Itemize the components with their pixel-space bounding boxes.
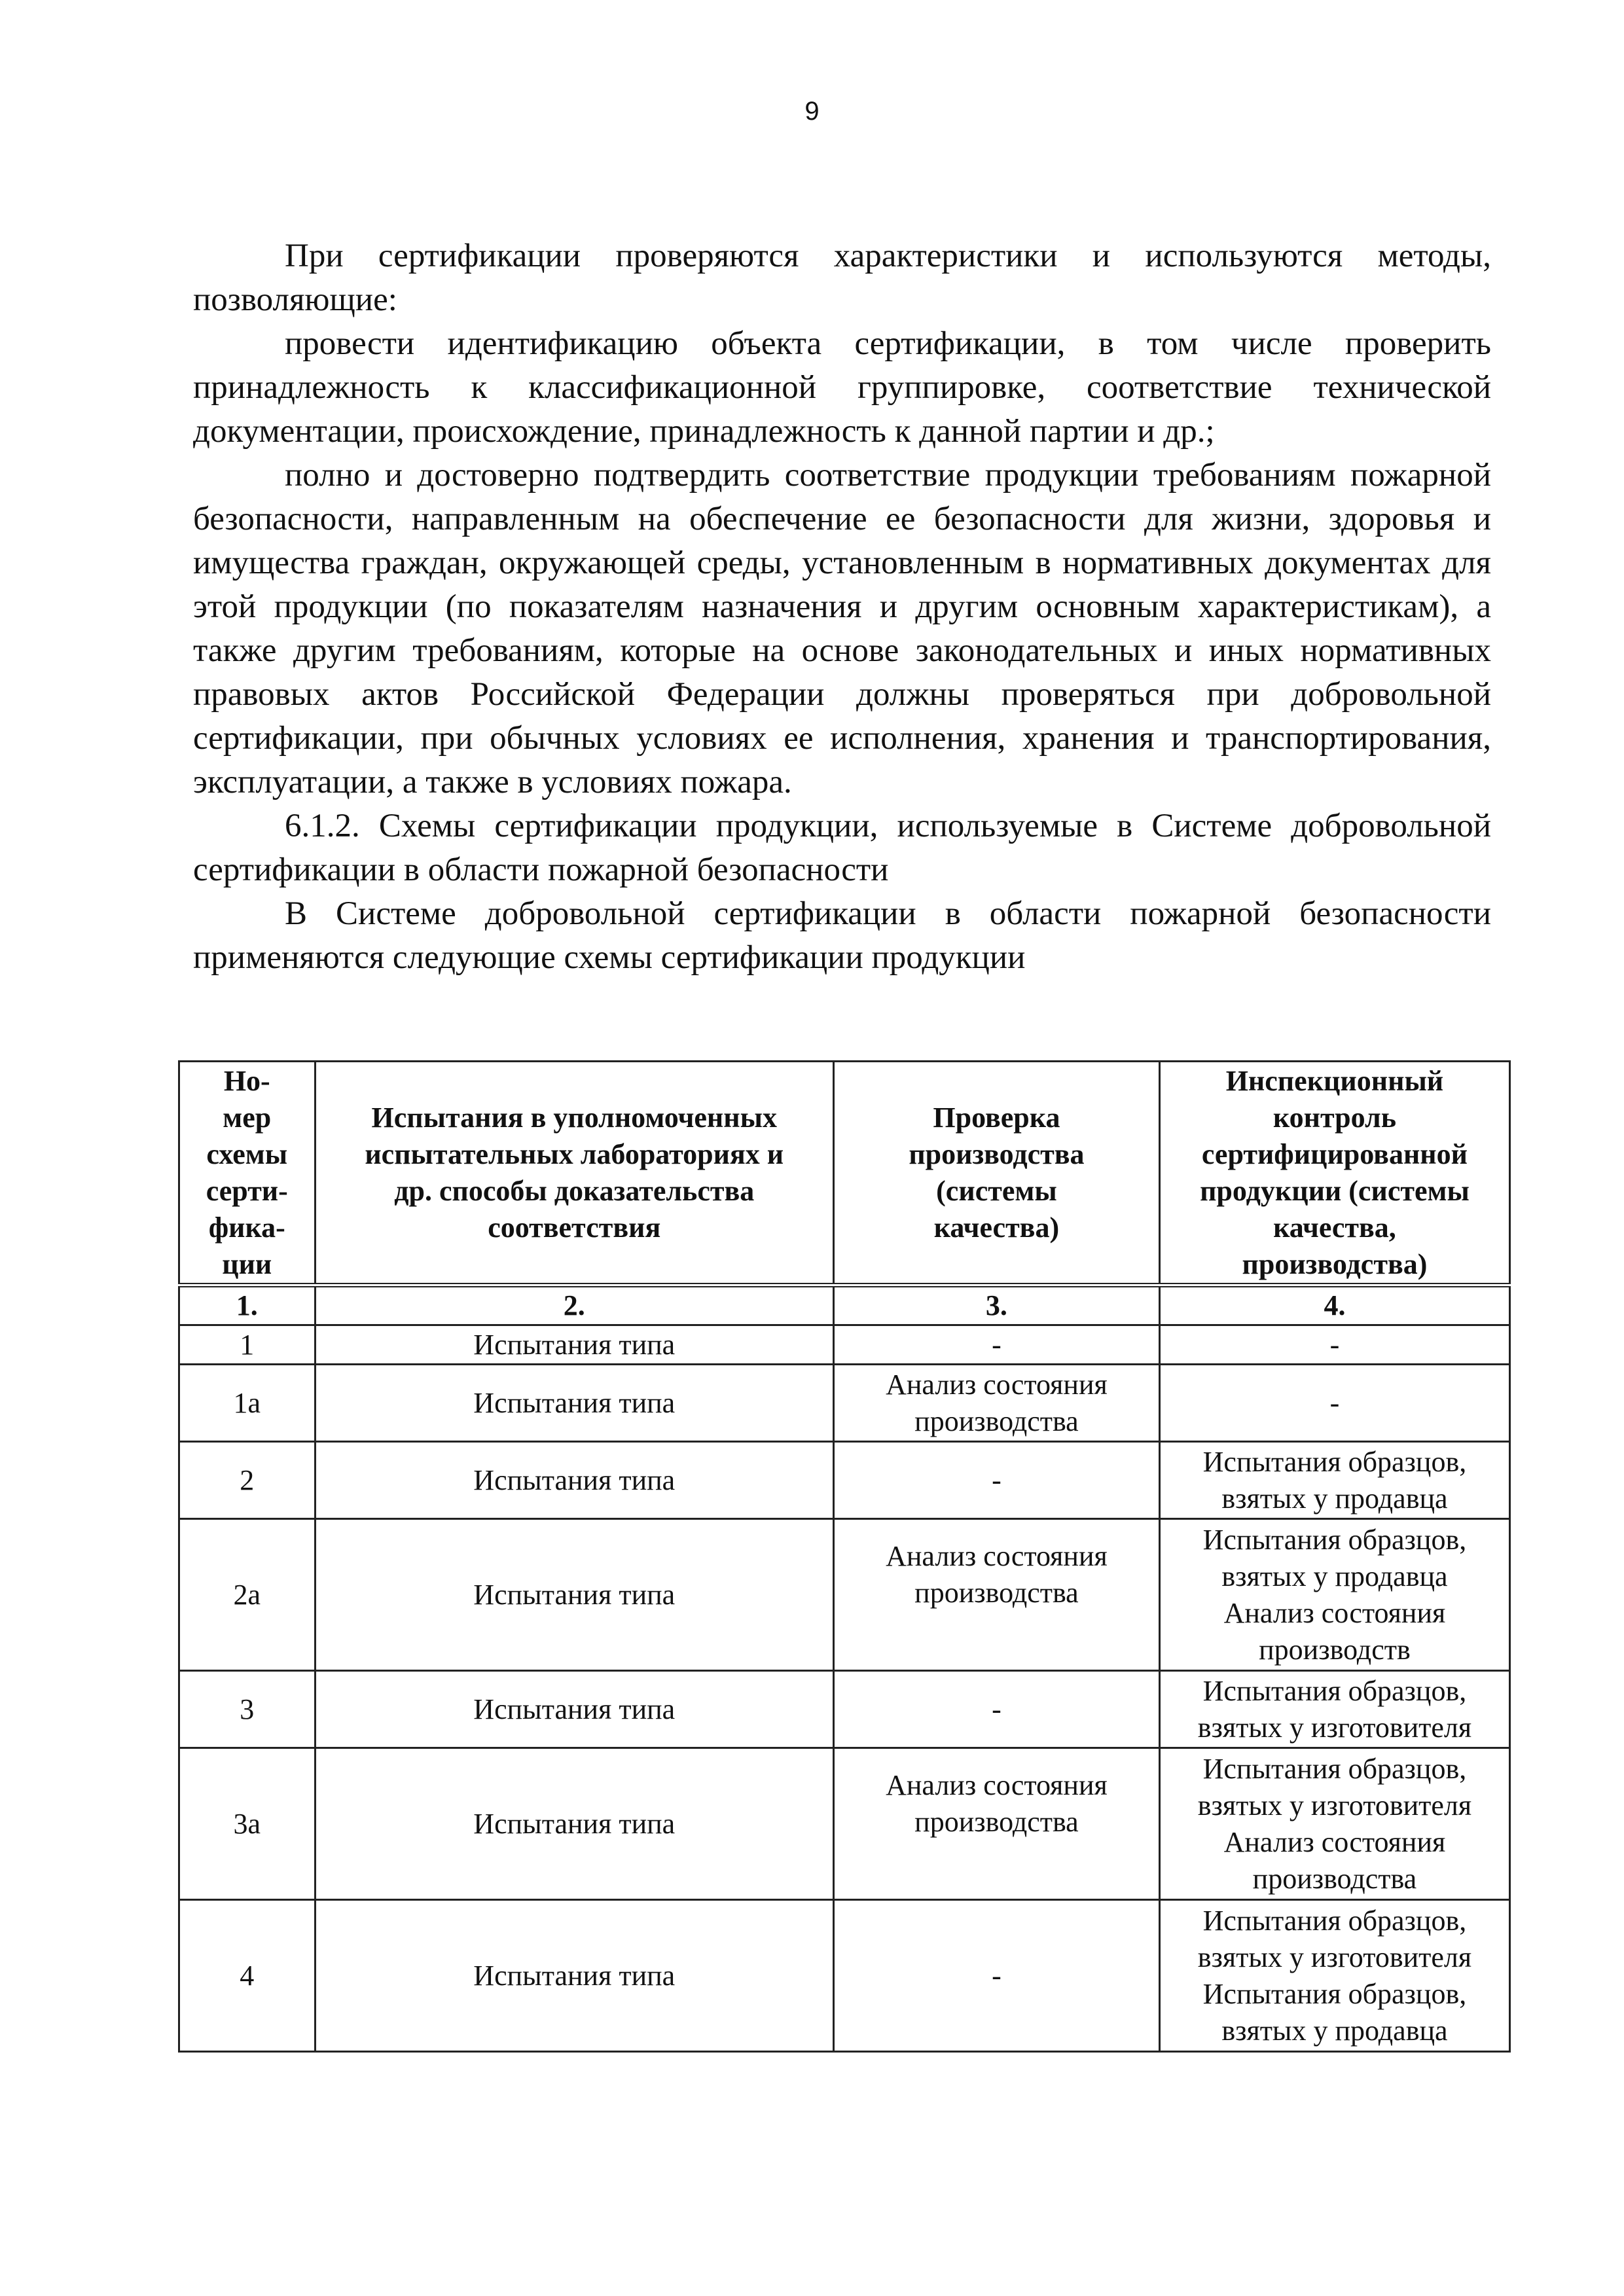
testing-cell: Испытания типа xyxy=(315,1365,833,1442)
paragraph-identification: провести идентификацию объекта сертификации, в том числе проверить принадлежность к классификационной группировке, соответствие технической документации, происхождение, принадлежность к данной партии и др.; xyxy=(193,325,1491,450)
scheme-number: 1 xyxy=(179,1325,316,1365)
testing-cell: Испытания типа xyxy=(315,1671,833,1748)
table-row xyxy=(179,1325,1510,1365)
production-cell: Анализ состояния производства xyxy=(833,1519,1159,1671)
column-number-row xyxy=(179,1285,1510,1325)
header-production-check: Проверка производства (системы качества) xyxy=(833,1062,1159,1285)
production-cell: - xyxy=(833,1671,1159,1748)
inspection-cell: Испытания образцов, взятых у изготовителя xyxy=(1159,1671,1509,1748)
production-cell: - xyxy=(833,1325,1159,1365)
page-number: 9 xyxy=(804,97,820,126)
inspection-cell: Испытания образцов, взятых у изготовителя Испытания образцов, взятых у продавца xyxy=(1159,1900,1509,2052)
certification-schemes-table xyxy=(178,1060,1511,2053)
column-number: 2. xyxy=(315,1285,833,1325)
column-number: 4. xyxy=(1159,1285,1509,1325)
inspection-cell: Испытания образцов, взятых у продавца xyxy=(1159,1442,1509,1519)
scheme-number: 2а xyxy=(179,1519,316,1671)
inspection-cell: Испытания образцов, взятых у изготовителя Анализ состояния производства xyxy=(1159,1748,1509,1900)
paragraph-schemes-intro: В Системе добровольной сертификации в области пожарной безопасности применяются следующие схемы сертификации продукции xyxy=(193,895,1491,976)
header-testing: Испытания в уполномоченных испытательных лабораториях и др. способы доказательства соответствия xyxy=(315,1062,833,1285)
column-number: 3. xyxy=(833,1285,1159,1325)
table-row xyxy=(179,1519,1510,1671)
inspection-cell: - xyxy=(1159,1325,1509,1365)
production-cell: Анализ состояния производства xyxy=(833,1365,1159,1442)
header-inspection-control: Инспекционный контроль сертифицированной продукции (системы качества, производства) xyxy=(1159,1062,1509,1285)
production-cell: - xyxy=(833,1442,1159,1519)
scheme-number: 4 xyxy=(179,1900,316,2052)
table-row xyxy=(179,1442,1510,1519)
table-row xyxy=(179,1671,1510,1748)
scheme-number: 1а xyxy=(179,1365,316,1442)
scheme-number: 3а xyxy=(179,1748,316,1900)
paragraph-intro: При сертификации проверяются характеристики и используются методы, позволяющие: xyxy=(193,238,1491,318)
production-cell: Анализ состояния производства xyxy=(833,1748,1159,1900)
table-row xyxy=(179,1748,1510,1900)
table-row xyxy=(179,1365,1510,1442)
paragraph-section-heading: 6.1.2. Схемы сертификации продукции, используемые в Системе добровольной сертификации в области пожарной безопасности xyxy=(193,808,1491,888)
paragraph-conformity: полно и достоверно подтвердить соответствие продукции требованиям пожарной безопасности, направленным на обеспечение ее безопасности для жизни, здоровья и имущества граждан, окружающей среды, установленным в нормативных документах для этой продукции (по показателям назначения и другим основным характеристикам), а также другим требованиям, которые на основе законодательных и иных нормативных правовых актов Российской Федерации должны проверяться при добровольной сертификации, при обычных условиях ее исполнения, хранения и транспортирования, эксплуатации, а также в условиях пожара. xyxy=(193,457,1491,800)
scheme-number: 3 xyxy=(179,1671,316,1748)
inspection-cell: Испытания образцов, взятых у продавца Анализ состояния производств xyxy=(1159,1519,1509,1671)
table-header-row xyxy=(179,1062,1510,1285)
testing-cell: Испытания типа xyxy=(315,1519,833,1671)
production-cell: - xyxy=(833,1900,1159,2052)
scheme-number: 2 xyxy=(179,1442,316,1519)
testing-cell: Испытания типа xyxy=(315,1325,833,1365)
testing-cell: Испытания типа xyxy=(315,1900,833,2052)
header-scheme-number: Но- мер схемы серти- фика- ции xyxy=(179,1062,316,1285)
testing-cell: Испытания типа xyxy=(315,1748,833,1900)
testing-cell: Испытания типа xyxy=(315,1442,833,1519)
table-row xyxy=(179,1900,1510,2052)
inspection-cell: - xyxy=(1159,1365,1509,1442)
body-text xyxy=(193,234,1491,980)
column-number: 1. xyxy=(179,1285,316,1325)
